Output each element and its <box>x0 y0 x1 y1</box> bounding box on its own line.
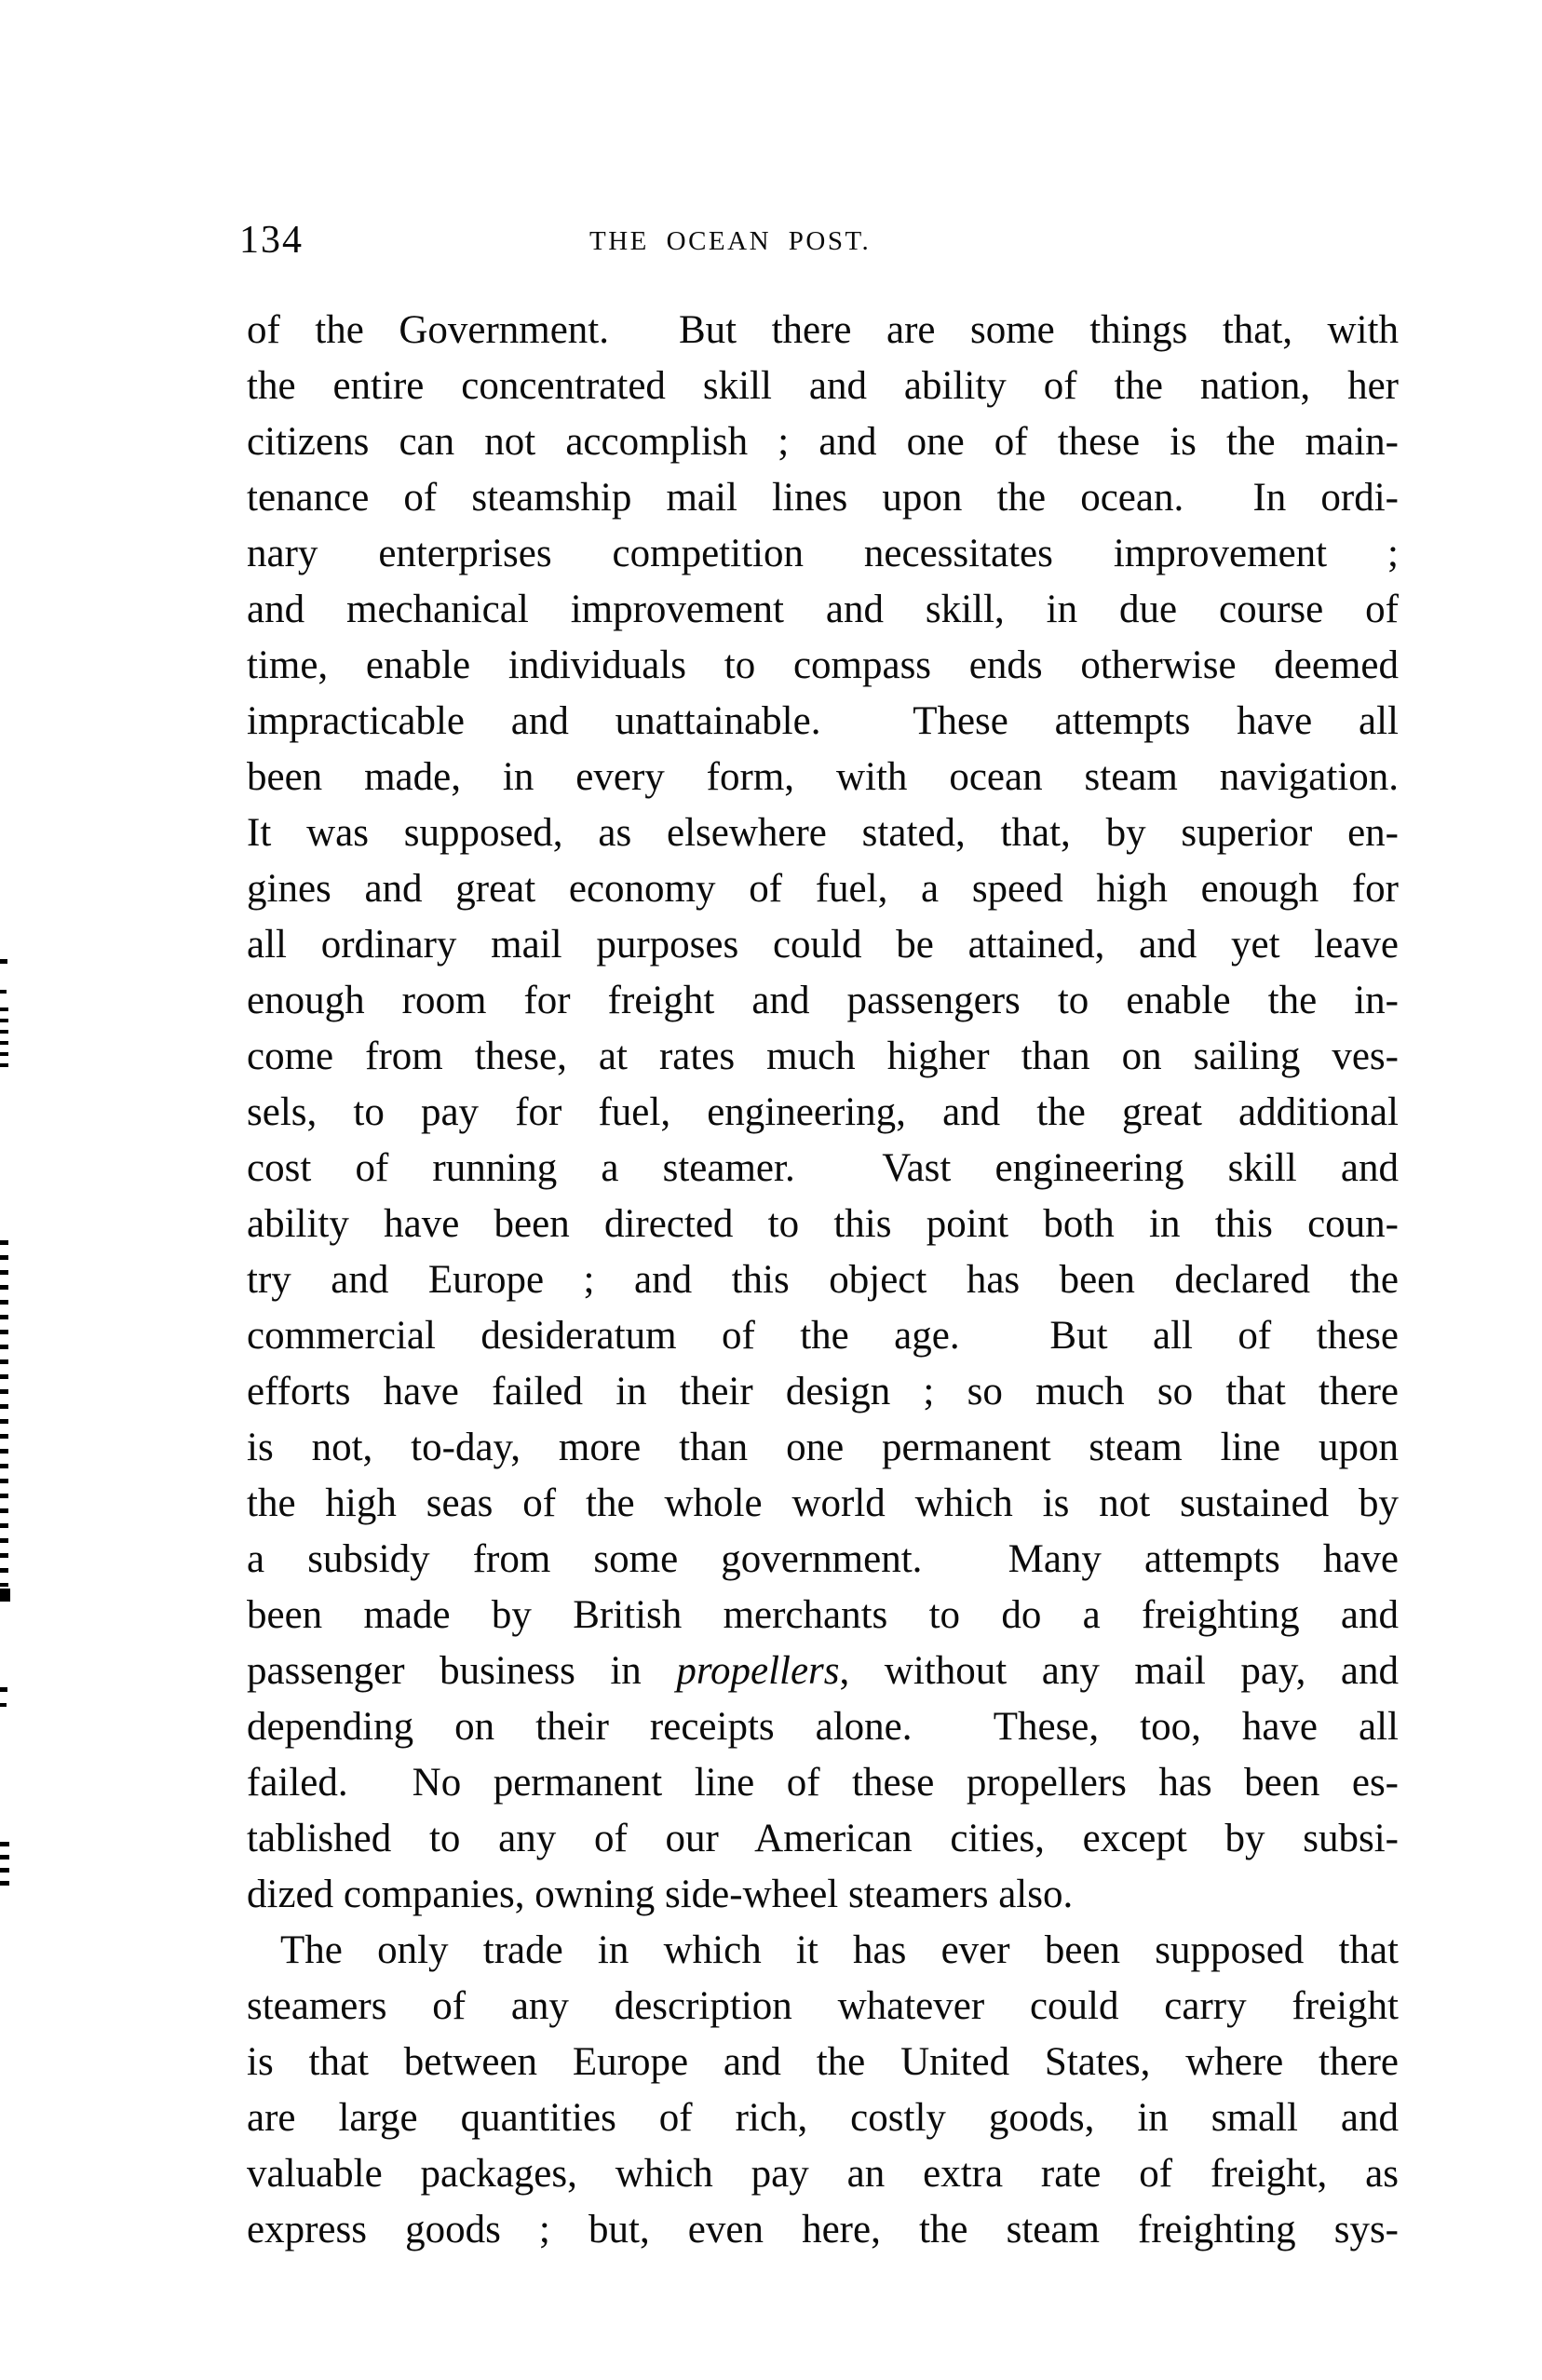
text-line: is not, to-day, more than one permanent steam line upon <box>247 1426 1399 1469</box>
text-line: is that between Europe and the United States, where there <box>247 2040 1399 2084</box>
text-line-with-italic <box>247 1643 1399 1699</box>
text-line: are large quantities of rich, costly goods, in small and <box>247 2096 1399 2140</box>
text-line: been made by British merchants to do a freighting and <box>247 1593 1399 1637</box>
text-line: a subsidy from some government. Many attempts have <box>247 1537 1399 1581</box>
text-line: enough room for freight and passengers to enable the in- <box>247 979 1399 1022</box>
text-line: all ordinary mail purposes could be attained, and yet leave <box>247 923 1399 967</box>
text-line: impracticable and unattainable. These attempts have all <box>247 699 1399 743</box>
text-line: been made, in every form, with ocean steam navigation. <box>247 755 1399 799</box>
scan-artifact <box>0 1687 7 1692</box>
text-line: tenance of steamship mail lines upon the ocean. In ordi- <box>247 476 1399 520</box>
italic-text-segment: propellers <box>676 1649 840 1693</box>
text-line: tablished to any of our American cities, except by subsi- <box>247 1817 1399 1860</box>
paragraph-start-line: The only trade in which it has ever been supposed that <box>280 1928 1399 1972</box>
text-line: time, enable individuals to compass ends otherwise deemed <box>247 643 1399 687</box>
text-line: the entire concentrated skill and ability of the nation, her <box>247 364 1399 408</box>
scan-artifact <box>0 1240 8 1587</box>
text-line: come from these, at rates much higher than on sailing ves- <box>247 1034 1399 1078</box>
text-segment: passenger business in <box>247 1649 677 1693</box>
page-body <box>247 303 1399 2258</box>
scan-artifact <box>0 1589 10 1602</box>
text-line: sels, to pay for fuel, engineering, and the great additional <box>247 1090 1399 1134</box>
text-line: efforts have failed in their design ; so much so that there <box>247 1370 1399 1413</box>
text-line: It was supposed, as elsewhere stated, that, by superior en- <box>247 811 1399 855</box>
text-line: steamers of any description whatever could carry freight <box>247 1984 1399 2028</box>
text-line: of the Government. But there are some things that, with <box>247 308 1399 352</box>
text-line: failed. No permanent line of these propellers has been es- <box>247 1761 1399 1805</box>
running-title: THE OCEAN POST. <box>589 226 872 256</box>
page-header <box>239 219 1399 262</box>
text-line: ability have been directed to this point both in this coun- <box>247 1202 1399 1246</box>
text-line: nary enterprises competition necessitates improvement ; <box>247 532 1399 575</box>
text-line: depending on their receipts alone. These, too, have all <box>247 1705 1399 1749</box>
text-line: valuable packages, which pay an extra rate of freight, as <box>247 2152 1399 2196</box>
text-line: and mechanical improvement and skill, in due course of <box>247 588 1399 631</box>
text-line: cost of running a steamer. Vast engineering skill and <box>247 1146 1399 1190</box>
text-line: try and Europe ; and this object has been declared the <box>247 1258 1399 1302</box>
text-line: the high seas of the whole world which is not sustained by <box>247 1481 1399 1525</box>
page-number: 134 <box>239 219 304 262</box>
text-line: citizens can not accomplish ; and one of these is the main- <box>247 420 1399 464</box>
scan-artifact <box>0 959 7 964</box>
paragraph-end-line: dized companies, owning side-wheel steamers also. <box>247 1873 1074 1916</box>
scan-artifact <box>0 1007 8 1075</box>
scan-artifact <box>0 990 7 994</box>
text-line: commercial desideratum of the age. But all of these <box>247 1314 1399 1358</box>
text-segment: , without any mail pay, and <box>839 1649 1399 1693</box>
scan-artifact <box>0 1703 7 1707</box>
scan-artifact <box>0 1842 9 1894</box>
text-line: express goods ; but, even here, the steam freighting sys- <box>247 2208 1399 2252</box>
text-line: gines and great economy of fuel, a speed high enough for <box>247 867 1399 911</box>
